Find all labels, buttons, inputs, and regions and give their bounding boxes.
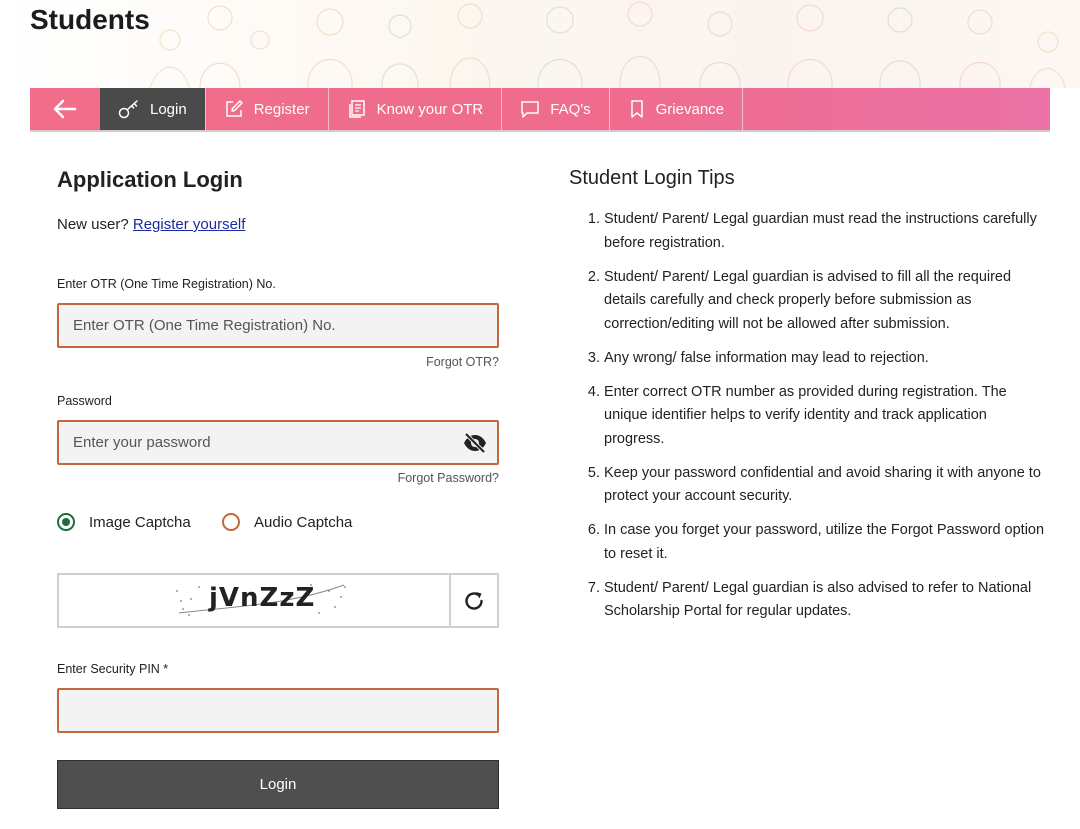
nav-faqs-label: FAQ's bbox=[550, 100, 591, 118]
eye-off-icon bbox=[463, 432, 487, 454]
new-user-text: New user? bbox=[57, 216, 129, 233]
students-illustration bbox=[0, 0, 1080, 88]
audio-captcha-label: Audio Captcha bbox=[254, 513, 353, 531]
nav-grievance-label: Grievance bbox=[655, 100, 725, 118]
tip-item: 3. Any wrong/ false information may lead to rejection. bbox=[604, 347, 1047, 371]
tip-item: 4. Enter correct OTR number as provided during registration. The unique identifier helps to verify identity and track application progress. bbox=[604, 381, 1047, 452]
nav-register[interactable] bbox=[205, 88, 328, 130]
document-icon bbox=[347, 99, 367, 119]
top-navbar bbox=[30, 88, 1050, 132]
tip-item: 1. Student/ Parent/ Legal guardian must read the instructions carefully before registration. bbox=[604, 208, 1047, 255]
forgot-password-link[interactable]: Forgot Password? bbox=[397, 471, 499, 485]
image-captcha-radio[interactable] bbox=[57, 513, 75, 531]
security-pin-field bbox=[57, 688, 499, 733]
key-icon bbox=[118, 99, 140, 119]
login-button[interactable]: Login bbox=[57, 760, 499, 809]
new-user-row bbox=[57, 216, 245, 233]
register-yourself-link[interactable]: Register yourself bbox=[132, 216, 246, 233]
security-pin-label: Enter Security PIN * bbox=[57, 662, 169, 676]
image-captcha-option[interactable] bbox=[57, 513, 191, 531]
login-title: Application Login bbox=[57, 167, 243, 192]
image-captcha-label: Image Captcha bbox=[89, 513, 191, 531]
toggle-password-visibility[interactable] bbox=[463, 432, 487, 454]
arrow-left-icon bbox=[53, 99, 77, 119]
chat-icon bbox=[520, 99, 540, 119]
nav-know-your-otr-label: Know your OTR bbox=[376, 100, 484, 118]
forgot-otr-link[interactable]: Forgot OTR? bbox=[426, 355, 499, 369]
otr-input[interactable] bbox=[59, 305, 497, 346]
captcha-text: jVnZzZ bbox=[209, 583, 316, 613]
password-label: Password bbox=[57, 394, 112, 408]
tip-item: 5. Keep your password confidential and avoid sharing it with anyone to protect your account security. bbox=[604, 462, 1047, 509]
nav-register-label: Register bbox=[253, 100, 310, 118]
nav-login-label: Login bbox=[150, 100, 187, 118]
tip-item: 2. Student/ Parent/ Legal guardian is advised to fill all the required details carefully and check properly before submission as correction/editing will not be allowed after submission. bbox=[604, 266, 1047, 337]
nav-login[interactable] bbox=[100, 88, 205, 130]
captcha-image bbox=[169, 579, 349, 621]
tip-item: 7. Student/ Parent/ Legal guardian is also advised to refer to National Scholarship Portal for regular updates. bbox=[604, 577, 1047, 624]
otr-label: Enter OTR (One Time Registration) No. bbox=[57, 277, 276, 291]
otr-field bbox=[57, 303, 499, 348]
tips-title: Student Login Tips bbox=[569, 167, 735, 189]
captcha-box bbox=[57, 573, 499, 628]
password-input[interactable] bbox=[59, 422, 497, 463]
nav-know-your-otr[interactable] bbox=[328, 88, 502, 130]
audio-captcha-radio[interactable] bbox=[222, 513, 240, 531]
tips-list bbox=[567, 208, 1047, 634]
audio-captcha-option[interactable] bbox=[222, 513, 352, 531]
refresh-icon bbox=[462, 589, 486, 613]
header-banner bbox=[0, 0, 1080, 88]
back-button[interactable] bbox=[30, 88, 100, 130]
edit-icon bbox=[224, 99, 244, 119]
security-pin-input[interactable] bbox=[59, 690, 497, 731]
bookmark-icon bbox=[628, 99, 646, 119]
tip-item: 6. In case you forget your password, utilize the Forgot Password option to reset it. bbox=[604, 519, 1047, 566]
password-field bbox=[57, 420, 499, 465]
nav-faqs[interactable] bbox=[501, 88, 608, 130]
refresh-captcha-button[interactable] bbox=[449, 575, 497, 626]
nav-grievance[interactable] bbox=[609, 88, 743, 130]
page-title: Students bbox=[30, 4, 150, 35]
